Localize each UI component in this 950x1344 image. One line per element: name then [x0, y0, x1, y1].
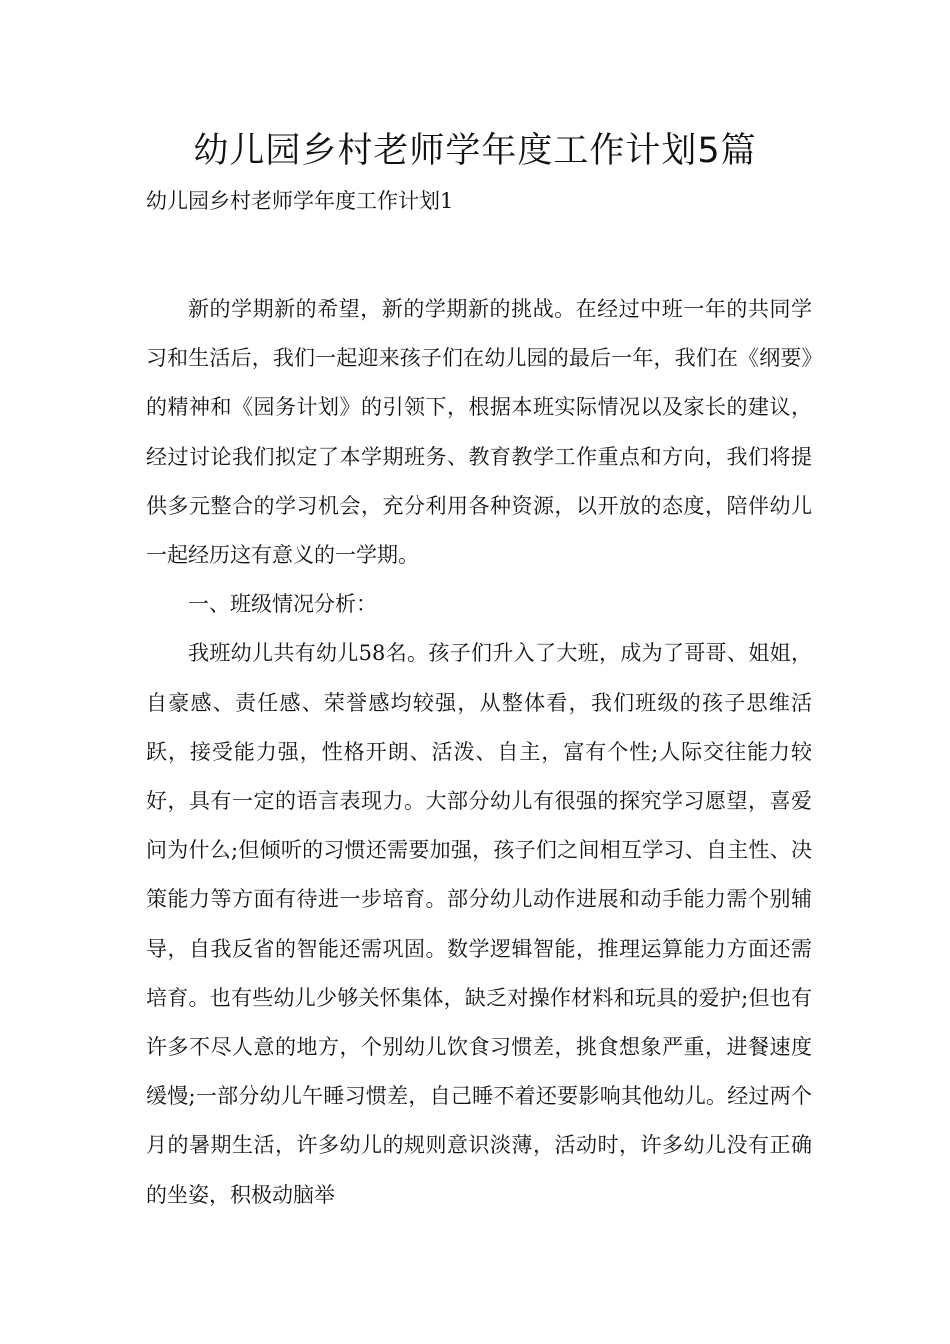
document-title: 幼儿园乡村老师学年度工作计划5篇	[193, 131, 757, 171]
intro-paragraph: 新的学期新的希望，新的学期新的挑战。在经过中班一年的共同学习和生活后，我们一起迎来孩子们在幼儿园的最后一年，我们在《纲要》的精神和《园务计划》的引领下，根据本班实际情况以及家长的建议，经过讨论我们拟定了本学期班务、教育教学工作重点和方向，我们将提供多元整合的学习机会，充分利用各种资源，以开放的态度，陪伴幼儿一起经历这有意义的一学期。	[146, 297, 812, 568]
section-heading-class-analysis: 一、班级情况分析：	[188, 592, 377, 617]
section-heading: 幼儿园乡村老师学年度工作计划1	[146, 189, 454, 213]
class-analysis-paragraph: 我班幼儿共有幼儿58名。孩子们升入了大班，成为了哥哥、姐姐，自豪感、责任感、荣誉感均较强，从整体看，我们班级的孩子思维活跃，接受能力强，性格开朗、活泼、自主，富有个性;人际交往能力较好，具有一定的语言表现力。大部分幼儿有很强的探究学习愿望，喜爱问为什么;但倾听的习惯还需要加强，孩子们之间相互学习、自主性、决策能力等方面有待进一步培育。部分幼儿动作进展和动手能力需个别辅导，自我反省的智能还需巩固。数学逻辑智能，推理运算能力方面还需培育。也有些幼儿少够关怀集体，缺乏对操作材料和玩具的爱护;但也有许多不尽人意的地方，个别幼儿饮食习惯差，挑食想象严重，进餐速度缓慢;一部分幼儿午睡习惯差，自己睡不着还要影响其他幼儿。经过两个月的暑期生活，许多幼儿的规则意识淡薄，活动时，许多幼儿没有正确的坐姿，积极动脑举	[146, 641, 812, 1207]
document-body	[146, 285, 812, 1220]
